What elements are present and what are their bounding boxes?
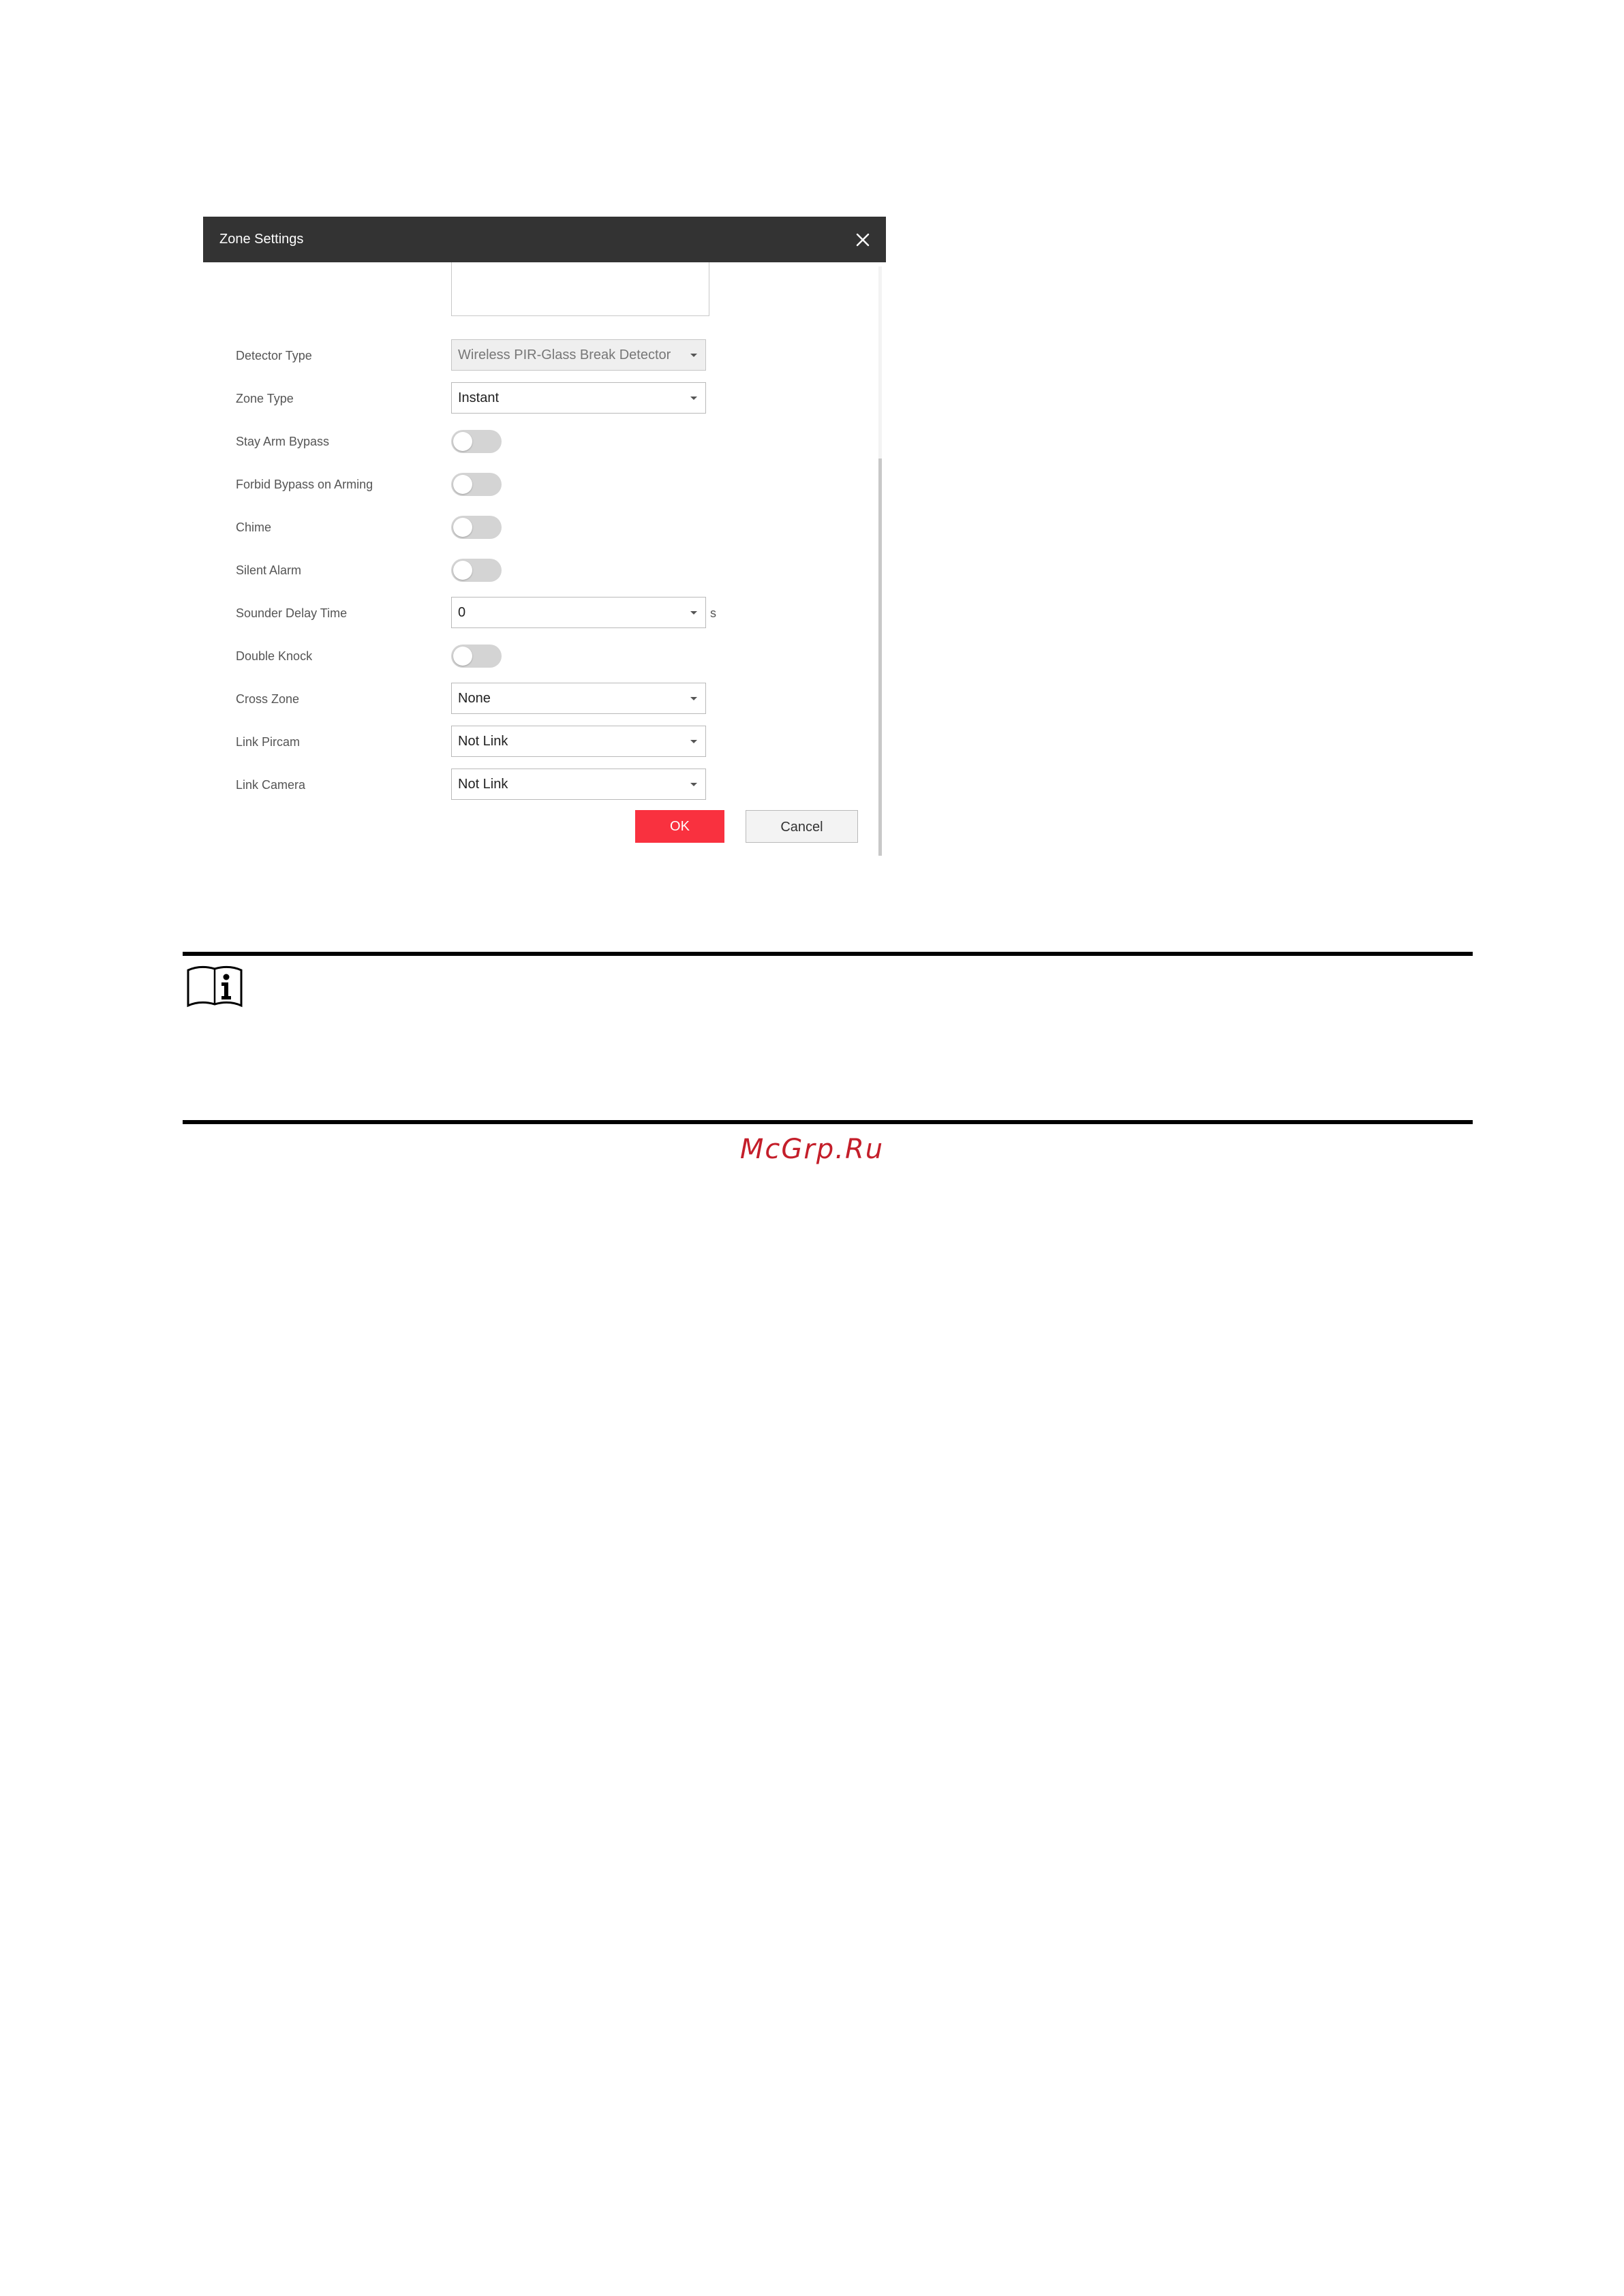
- chime-label: Chime: [236, 521, 272, 534]
- link-pircam-value: Not Link: [458, 734, 508, 749]
- chevron-down-icon: [690, 354, 697, 357]
- sounder-delay-value: 0: [458, 605, 466, 620]
- toggle-knob: [453, 475, 472, 494]
- link-pircam-select[interactable]: [451, 726, 706, 757]
- link-camera-value: Not Link: [458, 777, 508, 792]
- cross-zone-value: None: [458, 691, 491, 706]
- toggle-knob: [453, 432, 472, 451]
- remark-textarea[interactable]: [451, 262, 709, 316]
- chevron-down-icon: [690, 740, 697, 743]
- link-pircam-label: Link Pircam: [236, 735, 301, 749]
- chevron-down-icon: [690, 697, 697, 700]
- row-chime: [203, 511, 857, 544]
- stay-arm-bypass-toggle[interactable]: [451, 430, 502, 453]
- stay-arm-bypass-label: Stay Arm Bypass: [236, 435, 330, 448]
- link-camera-label: Link Camera: [236, 778, 306, 792]
- note-top-rule: [183, 952, 1473, 956]
- close-icon-glyph: [855, 232, 871, 248]
- toggle-knob: [453, 561, 472, 580]
- detector-type-label: Detector Type: [236, 349, 312, 362]
- dialog-title: Zone Settings: [219, 232, 304, 247]
- toggle-knob: [453, 518, 472, 537]
- dialog-header: [203, 217, 886, 262]
- row-sounder-delay: [203, 597, 857, 630]
- detector-type-value: Wireless PIR-Glass Break Detector: [458, 347, 671, 362]
- dialog-body: [203, 262, 886, 860]
- toggle-knob: [453, 647, 472, 666]
- row-link-camera: [203, 769, 857, 801]
- row-stay-arm-bypass: [203, 425, 857, 458]
- zone-settings-dialog: [203, 217, 886, 860]
- detector-type-select[interactable]: [451, 339, 706, 371]
- cross-zone-label: Cross Zone: [236, 692, 300, 706]
- silent-alarm-label: Silent Alarm: [236, 563, 302, 577]
- forbid-bypass-toggle[interactable]: [451, 473, 502, 496]
- double-knock-toggle[interactable]: [451, 645, 502, 668]
- row-forbid-bypass: [203, 468, 857, 501]
- chevron-down-icon: [690, 611, 697, 615]
- watermark-text: McGrp.Ru: [739, 1134, 885, 1165]
- row-detector-type: [203, 339, 857, 372]
- note-bottom-rule: [183, 1120, 1473, 1124]
- zone-type-select[interactable]: [451, 382, 706, 414]
- zone-type-value: Instant: [458, 390, 500, 405]
- chevron-down-icon: [690, 783, 697, 786]
- sounder-delay-unit: s: [710, 606, 716, 620]
- row-zone-type: [203, 382, 857, 415]
- dialog-scrollbar[interactable]: [878, 266, 882, 856]
- ok-button[interactable]: OK: [635, 810, 724, 843]
- close-icon[interactable]: [855, 232, 871, 248]
- forbid-bypass-label: Forbid Bypass on Arming: [236, 478, 373, 491]
- cancel-button[interactable]: Cancel: [746, 810, 858, 843]
- row-double-knock: [203, 640, 857, 672]
- sounder-delay-label: Sounder Delay Time: [236, 606, 348, 620]
- row-cross-zone: [203, 683, 857, 715]
- row-silent-alarm: [203, 554, 857, 587]
- scrollbar-thumb[interactable]: [878, 459, 882, 856]
- chevron-down-icon: [690, 397, 697, 400]
- cross-zone-select[interactable]: [451, 683, 706, 714]
- silent-alarm-toggle[interactable]: [451, 559, 502, 582]
- sounder-delay-select[interactable]: [451, 597, 706, 628]
- chime-toggle[interactable]: [451, 516, 502, 539]
- double-knock-label: Double Knock: [236, 649, 313, 663]
- note-info-icon: [185, 963, 244, 1008]
- row-link-pircam: [203, 726, 857, 758]
- link-camera-select[interactable]: [451, 769, 706, 800]
- zone-type-label: Zone Type: [236, 392, 294, 405]
